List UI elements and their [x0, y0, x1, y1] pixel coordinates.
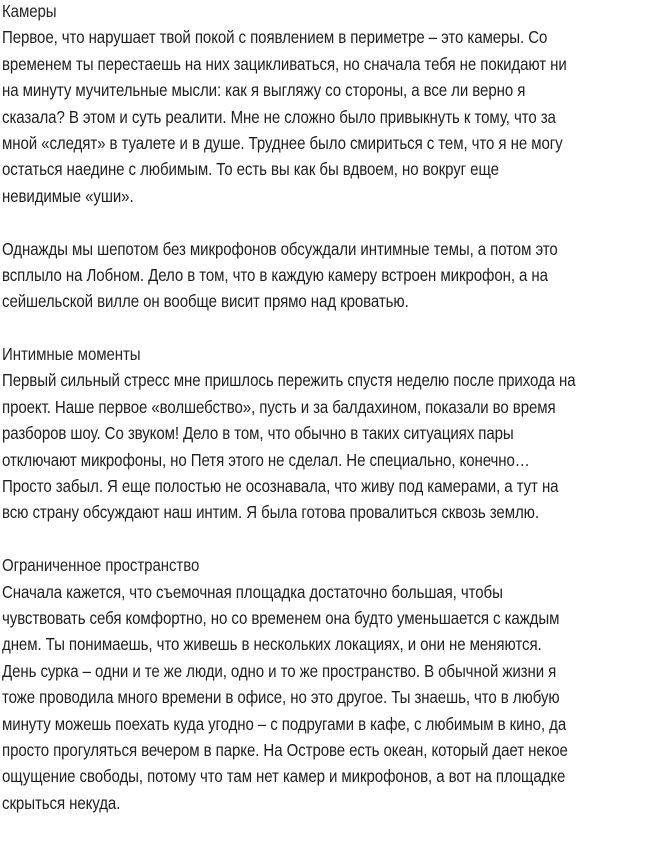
- text-line: мной «следят» в туалете и в душе. Труднее было смириться с тем, что я не могу: [2, 132, 563, 153]
- text-line: проект. Наше первое «волшебство», пусть и за балдахином, показали во время: [2, 396, 556, 417]
- section-intimate-moments: [2, 341, 670, 526]
- paragraph: [2, 367, 670, 525]
- section-cameras: [2, 0, 670, 315]
- text-line: Сначала кажется, что съемочная площадка достаточно большая, чтобы: [2, 581, 503, 602]
- heading-text: Ограниченное пространство: [2, 555, 200, 576]
- text-line: всю страну обсуждают наш интим. Я была готова провалиться сквозь землю.: [2, 502, 539, 523]
- text-line: сказала? В этом и суть реалити. Мне не сложно было привыкнуть к тому, что за: [2, 106, 556, 127]
- text-line: минуту можешь поехать куда угодно – с подругами в кафе, с любимым в кино, да: [2, 713, 567, 734]
- text-line: Просто забыл. Я еще полостью не осознавала, что живу под камерами, а тут на: [2, 476, 559, 497]
- section-heading: [2, 341, 670, 367]
- paragraph-spacer: [2, 209, 670, 235]
- text-line: Первый сильный стресс мне пришлось пережить спустя неделю после прихода на: [2, 370, 576, 391]
- text-line: День сурка – одни и те же люди, одно и то же пространство. В обычной жизни я: [2, 660, 557, 681]
- text-line: Первое, что нарушает твой покой с появлением в периметре – это камеры. Со: [2, 27, 548, 48]
- section-heading: [2, 552, 670, 578]
- text-line: сейшельской вилле он вообще висит прямо над кроватью.: [2, 291, 409, 312]
- text-line: на минуту мучительные мысли: как я выгляжу со стороны, а все ли верно я: [2, 80, 526, 101]
- text-line: скрыться некуда.: [2, 792, 121, 813]
- heading-text: Камеры: [2, 1, 57, 21]
- text-line: временем ты перестаешь на них зацикливаться, но сначала тебя не покидают ни: [2, 53, 567, 74]
- article: [2, 0, 670, 843]
- text-line: днем. Ты понимаешь, что живешь в нескольких локациях, и они не меняются.: [2, 634, 542, 655]
- text-line: просто прогуляться вечером в парке. На Острове есть океан, который дает некое: [2, 739, 568, 760]
- heading-text: Интимные моменты: [2, 344, 141, 365]
- text-line: разборов шоу. Со звуком! Дело в том, что обычно в таких ситуациях пары: [2, 423, 514, 444]
- paragraph: [2, 24, 670, 209]
- text-line: всплыло на Лобном. Дело в том, что в каждую камеру встроен микрофон, а на: [2, 264, 548, 285]
- section-heading: [2, 0, 670, 24]
- section-limited-space: [2, 552, 670, 816]
- text-line: Однажды мы шепотом без микрофонов обсуждали интимные темы, а потом это: [2, 238, 558, 259]
- paragraph: [2, 236, 670, 315]
- paragraph: [2, 579, 670, 817]
- text-line: ощущение свободы, потому что там нет камер и микрофонов, а вот на площадке: [2, 766, 566, 787]
- text-line: чувствовать себя комфортно, но со временем она будто уменьшается с каждым: [2, 607, 560, 628]
- text-line: тоже проводила много времени в офисе, но это другое. Ты знаешь, что в любую: [2, 687, 560, 708]
- text-line: невидимые «уши».: [2, 185, 134, 206]
- text-line: отключают микрофоны, но Петя этого не сделал. Не специально, конечно…: [2, 449, 530, 470]
- text-line: остаться наедине с любимым. То есть вы как бы вдвоем, но вокруг еще: [2, 159, 499, 180]
